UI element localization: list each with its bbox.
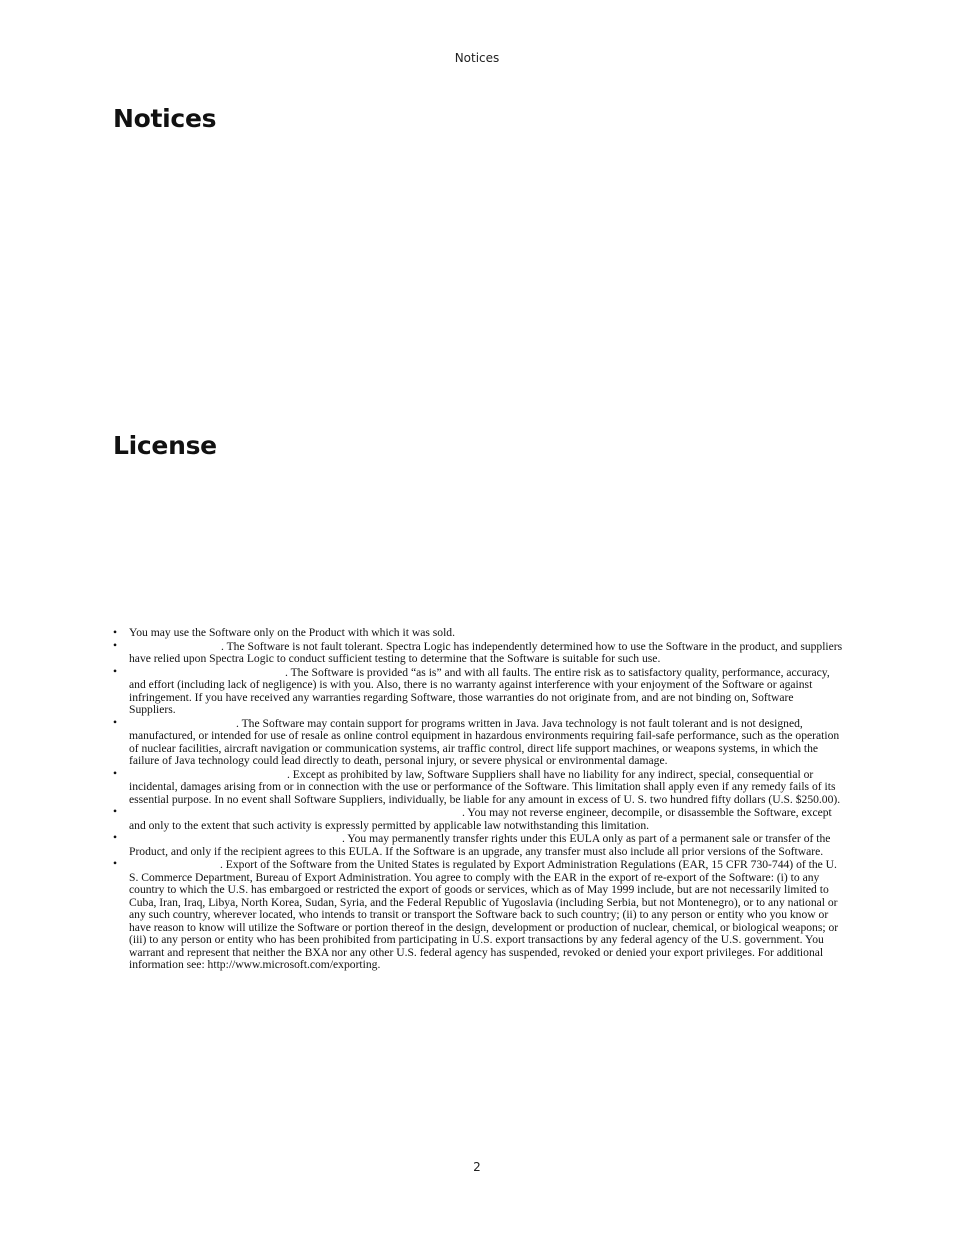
list-item — [113, 768, 843, 807]
list-item — [113, 666, 843, 717]
bullet-icon: • — [113, 715, 118, 729]
redacted-term-heading — [129, 806, 462, 816]
list-item — [113, 806, 843, 832]
bullet-icon: • — [113, 805, 118, 818]
list-item-text: . You may permanently transfer rights under this EULA only as part of a permanent sale or transfer of the Product, and only if the recipient agrees to this EULA. If the Software is an upgrade, any transfer must also include all prior versions of the Software. — [129, 832, 831, 858]
bullet-icon: • — [113, 664, 118, 678]
list-item — [113, 858, 843, 972]
list-item-text: . Except as prohibited by law, Software Suppliers shall have no liability for any indirect, special, consequential or incidental, damages arising from or in connection with the use or performance of the Software. This limitation shall apply even if any remedy fails of its essential purpose. In no event shall Software Suppliers, individually, be liable for any amount in excess of U. S. two hundred fifty dollars (U.S. $250.00). — [129, 767, 841, 806]
redacted-term-heading — [129, 768, 287, 778]
notices-heading: Notices — [113, 104, 217, 133]
list-item — [113, 640, 843, 666]
bullet-icon: • — [113, 766, 118, 780]
license-terms-list — [113, 627, 843, 972]
list-item — [113, 717, 843, 768]
running-header: Notices — [454, 51, 500, 65]
bullet-icon: • — [113, 638, 118, 652]
redacted-term-heading — [129, 858, 220, 868]
list-item-text: . The Software may contain support for programs written in Java. Java technology is not fault tolerant and is not designed, manufactured, or intended for use of resale as online control equipment in hazardous environments requiring fail-safe performance, such as the operation of nuclear facilities, aircraft navigation or communication systems, air traffic control, direct life support machines, or weapons systems, in which the failure of Java technology could lead directly to death, personal injury, or severe physical or environmental damage. — [129, 716, 840, 767]
redacted-term-heading — [129, 832, 342, 842]
redacted-term-heading — [129, 640, 221, 650]
bullet-icon: • — [113, 626, 118, 639]
list-item-text: . You may not reverse engineer, decompile, or disassemble the Software, except and only to the extent that such activity is expressly permitted by applicable law notwithstanding this limitation. — [129, 806, 832, 832]
list-item-text: . Export of the Software from the United States is regulated by Export Administration Regulations (EAR, 15 CFR 730-744) of the U. S. Commerce Department, Bureau of Export Administration. You agree to comply with the EAR in the export of re-export of the Software: (i) to any country to which the U.S. has embargoed or restricted the export of goods or services, which as of May 1999 include, but are not necessarily limited to Cuba, Iran, Iraq, Libya, North Korea, Sudan, Syria, and the Federal Republic of Yugoslavia (including Serbia, but not Montenegro), or to any national or any such country, wherever located, who intends to transit or transport the Software back to such country; (ii) to any person or entity who you know or have reason to know will utilize the Software or portion thereof in the design, development or production of nuclear, chemical, or biological weapons; or (iii) to any person or entity who has been prohibited from participating in U.S. export transactions by any federal agency of the U.S. government. You warrant and represent that neither the BXA nor any other U.S. federal agency has suspended, revoked or denied your export privileges. For additional information see: http://www.microsoft.com/exporting. — [129, 858, 839, 971]
list-item-text: . The Software is not fault tolerant. Spectra Logic has independently determined how to use the Software in the product, and suppliers have relied upon Spectra Logic to conduct sufficient testing to determine that the Software is suitable for such use. — [129, 639, 843, 665]
list-item-text: You may use the Software only on the Product with which it was sold. — [129, 626, 455, 639]
bullet-icon: • — [113, 857, 118, 870]
redacted-term-heading — [129, 717, 236, 727]
page-number: 2 — [473, 1160, 481, 1174]
list-item — [113, 627, 843, 640]
list-item-text: . The Software is provided “as is” and with all faults. The entire risk as to satisfactory quality, performance, accuracy, and effort (including lack of negligence) is with you. Also, there is no warranty against interference with your enjoyment of the Software or against infringement. If you have received any warranties regarding Software, those warranties do not originate from, and are not binding on, Software Suppliers. — [129, 665, 830, 716]
bullet-icon: • — [113, 831, 118, 844]
license-heading: License — [113, 431, 217, 460]
list-item — [113, 832, 843, 858]
redacted-term-heading — [129, 666, 285, 676]
